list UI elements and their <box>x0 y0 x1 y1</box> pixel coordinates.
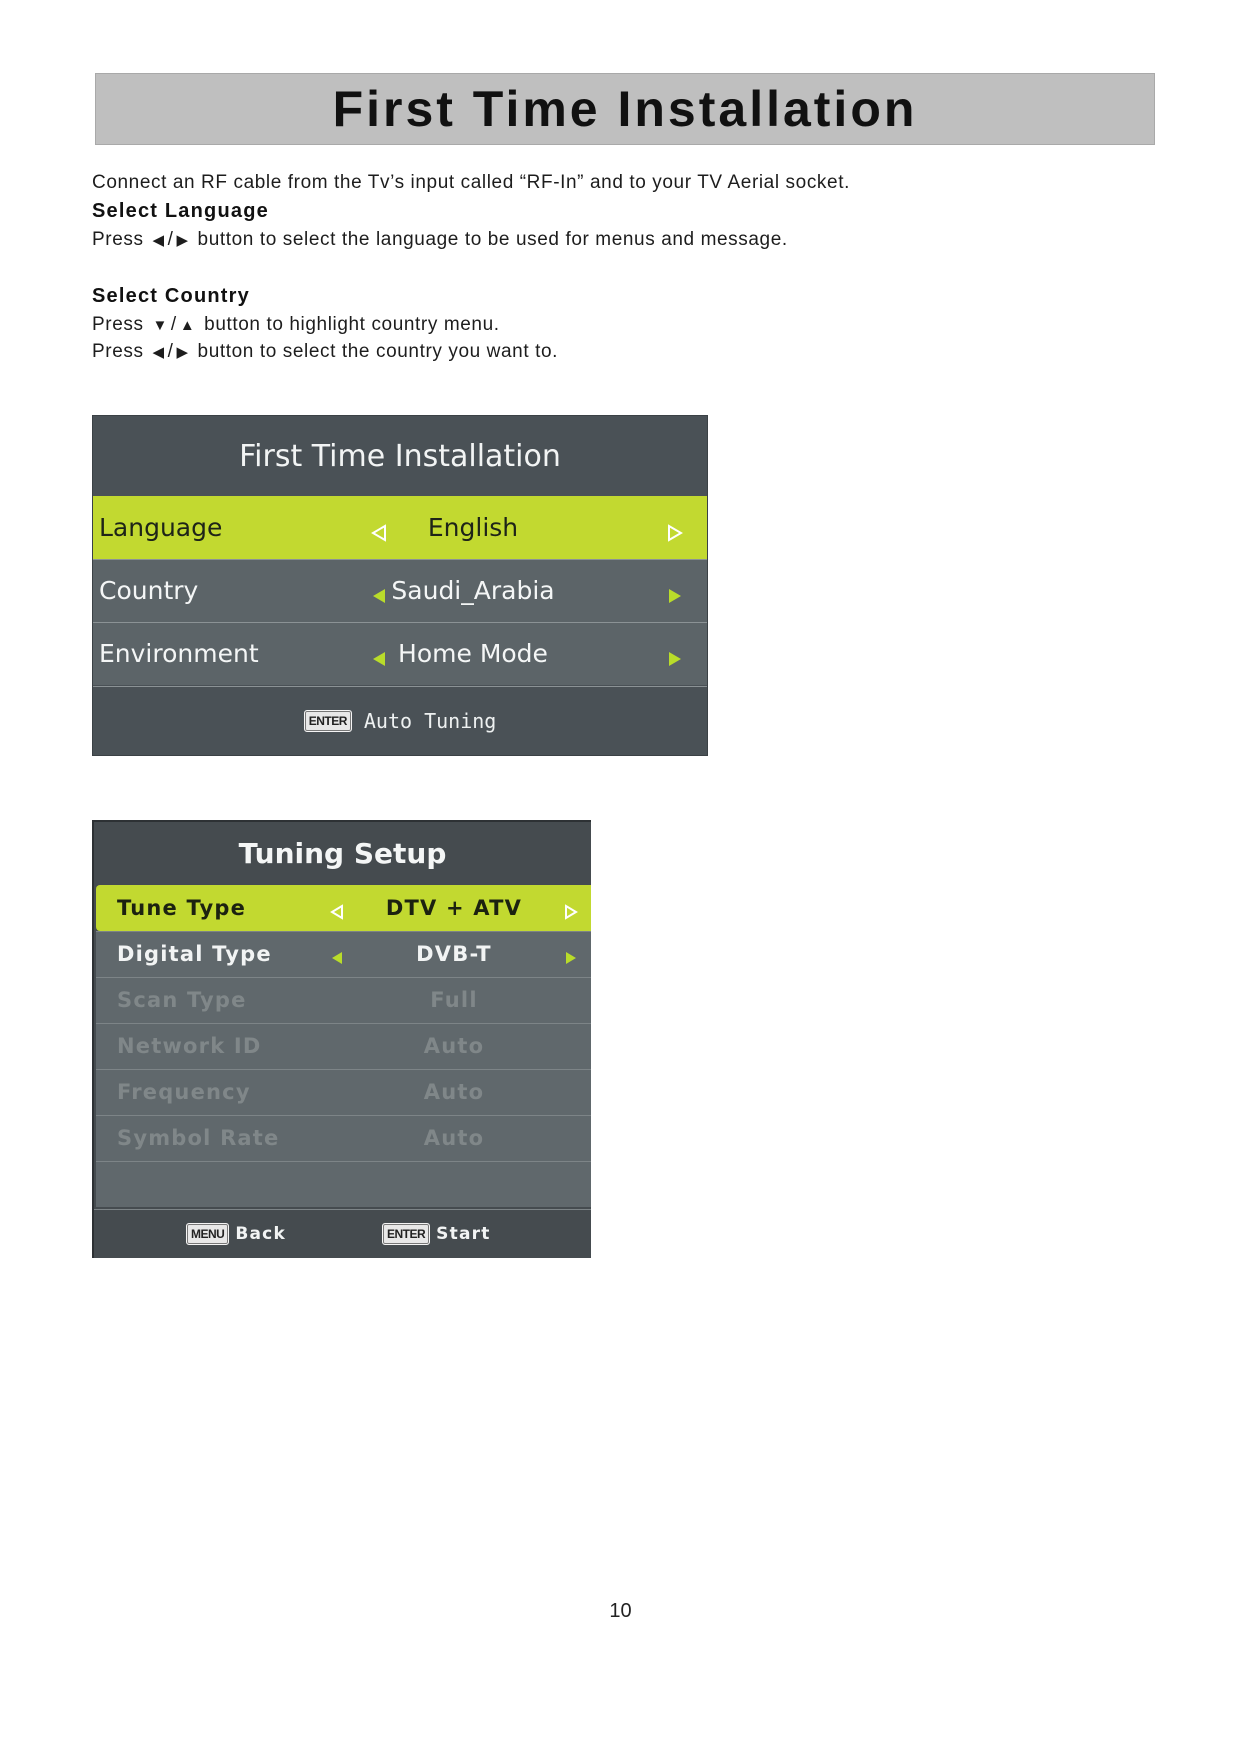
arrow-right-icon[interactable] <box>667 645 683 674</box>
back-hint[interactable] <box>186 1210 286 1258</box>
select-country-instruction-1 <box>92 314 500 336</box>
osd-footer <box>94 1209 591 1258</box>
row-value: Auto <box>423 1126 485 1150</box>
slash: / <box>167 341 174 362</box>
osd-row-environment[interactable] <box>93 622 707 685</box>
osd-row-empty <box>96 1161 591 1207</box>
press-label: Press <box>92 314 144 335</box>
osd-row-network-id <box>96 1023 591 1069</box>
osd-row-frequency <box>96 1069 591 1115</box>
osd-row-country[interactable] <box>93 559 707 622</box>
osd-footer <box>93 686 707 755</box>
arrow-right-icon: ▶ <box>176 344 189 361</box>
osd-row-scan-type <box>96 977 591 1023</box>
arrow-left-icon[interactable] <box>330 947 344 971</box>
row-value: Home Mode <box>398 639 548 668</box>
enter-key-icon: ENTER <box>382 1223 430 1245</box>
row-label: Network ID <box>117 1034 262 1058</box>
row-label: Tune Type <box>117 896 247 920</box>
page-title: First Time Installation <box>332 81 918 137</box>
osd-row-digital-type[interactable] <box>96 931 591 977</box>
row-label: Country <box>99 576 199 605</box>
arrow-right-icon[interactable] <box>564 901 578 925</box>
select-country-heading: Select Country <box>92 285 250 307</box>
press-label: Press <box>92 341 144 362</box>
page-number: 10 <box>609 1600 632 1622</box>
select-language-heading: Select Language <box>92 200 269 222</box>
row-value: Auto <box>423 1034 485 1058</box>
row-value: Auto <box>423 1080 485 1104</box>
osd-row-tune-type[interactable] <box>96 885 591 931</box>
start-label: Start <box>436 1224 491 1244</box>
arrow-left-icon: ◀ <box>152 344 165 361</box>
country-instruction-text-1: button to highlight country menu. <box>204 314 500 335</box>
row-value: English <box>427 513 519 542</box>
row-value: Saudi_Arabia <box>391 576 555 605</box>
arrow-left-icon: ◀ <box>152 232 165 249</box>
select-country-instruction-2 <box>92 341 558 363</box>
row-value: DVB-T <box>416 942 492 966</box>
tuning-setup-osd <box>92 820 591 1258</box>
osd-title: Tuning Setup <box>238 837 447 870</box>
row-label: Digital Type <box>117 942 272 966</box>
first-time-installation-osd <box>92 415 708 756</box>
country-instruction-text-2: button to select the country you want to. <box>197 341 558 362</box>
slash: / <box>170 314 177 335</box>
row-label: Language <box>99 513 223 542</box>
arrow-right-icon: ▶ <box>176 232 189 249</box>
row-label: Environment <box>99 639 259 668</box>
row-label: Symbol Rate <box>117 1126 280 1150</box>
arrow-right-icon[interactable] <box>564 947 578 971</box>
arrow-down-icon: ▼ <box>152 317 168 334</box>
row-label: Frequency <box>117 1080 251 1104</box>
arrow-up-icon: ▲ <box>179 317 196 334</box>
press-label: Press <box>92 229 144 250</box>
title-band <box>95 73 1155 145</box>
arrow-right-icon[interactable] <box>667 582 683 611</box>
menu-key-icon: MENU <box>186 1223 229 1245</box>
osd-row-language[interactable] <box>93 496 707 559</box>
arrow-right-icon[interactable] <box>667 519 683 548</box>
start-hint[interactable] <box>382 1210 491 1258</box>
back-label: Back <box>235 1224 286 1244</box>
slash: / <box>167 229 174 250</box>
row-value: DTV + ATV <box>385 896 523 920</box>
enter-key-icon: ENTER <box>304 710 352 732</box>
auto-tuning-label[interactable]: Auto Tuning <box>363 709 497 733</box>
osd-title: First Time Installation <box>239 438 561 474</box>
language-instruction-text: button to select the language to be used for menus and message. <box>197 229 788 250</box>
intro-text: Connect an RF cable from the Tv’s input called “RF-In” and to your TV Aerial socket. <box>92 172 850 193</box>
osd-row-symbol-rate <box>96 1115 591 1161</box>
row-value: Full <box>430 988 478 1012</box>
arrow-left-icon[interactable] <box>330 901 344 925</box>
row-label: Scan Type <box>117 988 247 1012</box>
select-language-instruction <box>92 229 788 251</box>
